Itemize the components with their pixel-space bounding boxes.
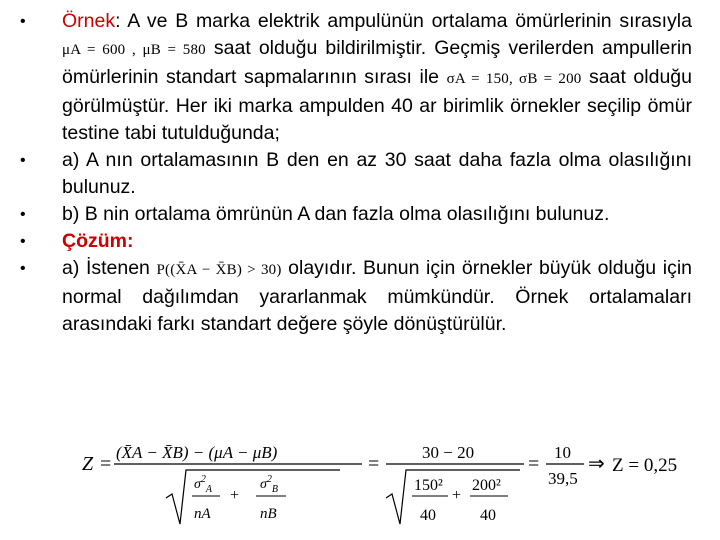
svg-text:+: + <box>230 487 240 504</box>
sigma-b-sq: 200² <box>472 477 501 494</box>
svg-text:=: = <box>528 453 540 475</box>
z-symbol: Z <box>82 453 94 475</box>
bullet-icon: • <box>20 206 26 223</box>
svg-text:σ2B: $\sigma^2_B$ <box>260 474 279 495</box>
sqrt-sign-1 <box>166 470 340 524</box>
bullet-list <box>20 8 692 338</box>
list-item: • a) İstenen P((X̄A − X̄B) > 30) olayıdır. Bunun için örnekler büyük olduğu için normal dağılımdan yararlanmak mümkündür. Örnek ortalamaları arasındaki farkı standart değere şöyle dönüştürülür. <box>20 257 692 335</box>
bullet-icon: • <box>20 13 26 30</box>
question-b: b) B nin ortalama ömrünün A dan fazla olma olasılığını bulunuz. <box>62 203 610 225</box>
numerator-2: 30 − 20 <box>422 443 475 462</box>
bullet-icon: • <box>20 260 26 277</box>
mean-values: μA = 600 , μB = 580 <box>62 42 206 58</box>
example-label: Örnek <box>62 10 116 32</box>
denominator-b: 40 <box>480 507 496 524</box>
svg-text:=: = <box>368 453 380 475</box>
denominator-3: 39,5 <box>548 469 578 488</box>
z-formula <box>80 438 620 528</box>
numerator-3: 10 <box>554 443 571 462</box>
svg-text:σ2A: $\sigma^2_A$ <box>194 474 213 495</box>
n-a: nA <box>194 506 211 522</box>
numerator-1: (X̄A − X̄B) − (μA − μB) <box>116 443 278 462</box>
sigma-a-sq: 150² <box>414 477 443 494</box>
list-item <box>20 201 692 228</box>
implies-arrow: ⇒ <box>588 453 605 475</box>
list-item <box>20 147 692 201</box>
solution-label: Çözüm: <box>62 230 134 252</box>
denominator-a: 40 <box>420 507 436 524</box>
bullet-icon: • <box>20 152 26 169</box>
probability-expression: P((X̄A − X̄B) > 30) <box>156 262 282 278</box>
svg-text:+: + <box>452 487 462 504</box>
z-result: Z = 0,25 <box>612 455 678 476</box>
equals-sign: = <box>100 453 112 475</box>
list-item: • Örnek: A ve B marka elektrik ampulünün ortalama ömürlerinin sırasıyla μA = 600 , μB = 580 saat olduğu bildirilmiştir. Geçmiş verilerden ampullerin ömürlerinin standart sapmalarının sırası ile σA = 150, σB = 200 saat olduğu görülmüştür. Her iki marka ampulden 40 ar birimlik örnekler seçilip ömür testine tabi tutulduğunda; <box>20 10 692 144</box>
sd-values: σA = 150, σB = 200 <box>446 71 582 87</box>
n-b: nB <box>260 506 277 522</box>
bullet-icon: • <box>20 233 26 250</box>
list-item <box>20 228 692 255</box>
question-a: a) A nın ortalamasının B den en az 30 saat daha fazla olma olasılığını bulunuz. <box>62 149 692 198</box>
